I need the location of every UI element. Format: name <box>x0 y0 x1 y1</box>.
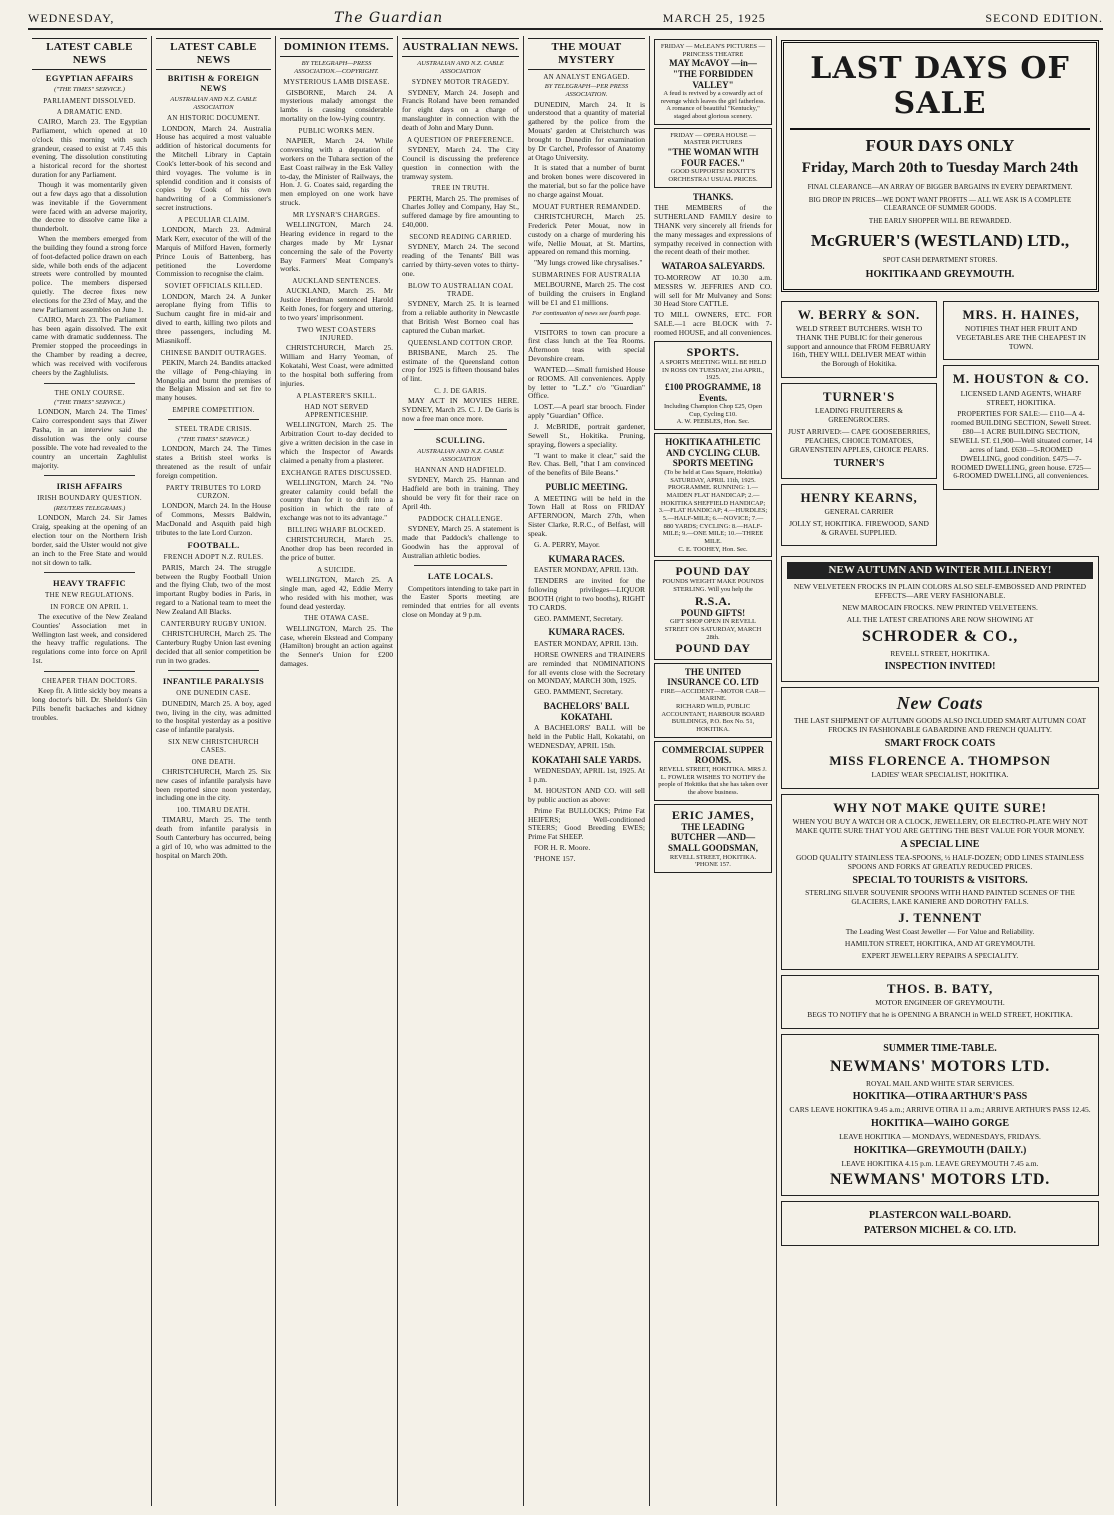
article-paragraph: PARIS, March 24. The struggle between the Rugby Football Union and the flying Club, two of the most important Rugby bodies in Paris, in regard to a National team to meet the New Zealand All Blacks. <box>156 562 271 616</box>
article-paragraph: The executive of the New Zealand Counties' Association met in Wellington last week, and considered the heavy traffic regulations. The regulations come into force on April 1st. <box>32 611 147 666</box>
ad-title: FRIDAY — McLEAN'S PICTURES — PRINCESS THEATRE <box>660 43 766 58</box>
article-paragraph: Competitors intending to take part in the Easter Sports meeting are reminded that entries for all events close on Monday at 9 p.m. <box>402 583 519 620</box>
ad-sports-ross <box>654 341 772 430</box>
service-note: BY TELEGRAPH—PRESS ASSOCIATION.—COPYRIGHT. <box>294 59 379 75</box>
article-heading: A SUICIDE. <box>317 565 356 574</box>
column-ads-entertainment <box>650 36 777 1506</box>
ad-new-coats <box>781 687 1099 789</box>
column-display-ads <box>777 36 1103 1506</box>
route-text: LEAVE HOKITIKA — MONDAYS, WEDNESDAYS, FRIDAYS. <box>839 1131 1041 1141</box>
ad-berry-and-son <box>781 301 937 379</box>
column-heading: LATEST CABLE NEWS <box>156 38 271 70</box>
notice-paragraph: EASTER MONDAY, APRIL 13th. <box>534 565 639 575</box>
ad-text: THE LAST SHIPMENT OF AUTUMN GOODS ALSO INCLUDED SMART AUTUMN COAT FROCKS IN FASHIONABLE GABARDINE AND FRENCH QUALITY. <box>793 716 1087 735</box>
ad-dates: Friday, March 20th to Tuesday March 24th <box>801 159 1079 176</box>
article-subheading: A DRAMATIC END. <box>56 107 123 116</box>
service-note: AUSTRALIAN AND N.Z. CABLE ASSOCIATION <box>417 59 504 75</box>
article-heading: TWO WEST COASTERS INJURED. <box>296 325 377 343</box>
article-heading: FRENCH ADOPT N.Z. RULES. <box>163 553 264 562</box>
article-heading: CHINESE BANDIT OUTRAGES. <box>160 348 267 357</box>
ad-text: Including Champion Chop £25, Open Cup, Cycling £10. <box>663 403 763 418</box>
ad-commercial-supper-rooms <box>654 741 772 801</box>
ad-text: A feud is revived by a cowardly act of revenge which leaves the girl fatherless. A romance of beautiful "Kentucky," staged about glorious scenery. <box>660 90 766 121</box>
article-paragraph: LONDON, March 24. In the House of Commons, Messrs Baldwin, MacDonald and Asquith paid high tributes to the late Lord Curzon. <box>156 501 271 537</box>
continuation-note: For continuation of news see fourth page. <box>532 309 641 317</box>
ad-subtitle: THE LEADING BUTCHER —AND— SMALL GOODSMAN, <box>667 821 758 853</box>
masthead-day: WEDNESDAY, <box>28 10 115 25</box>
ad-store-location: REVELL STREET, HOKITIKA. <box>890 648 990 658</box>
article-paragraph: PEKIN, March 24. Bandits attacked the village of Peng-chiaying in Mongolia and burnt the premises of the Belgian Mission and set fire to many houses. <box>156 357 271 403</box>
notice-paragraph: TENDERS are invited for the following privileges—LIQUOR BOOTH (right to two booths), RIGHT TO CARDS. <box>528 576 645 612</box>
divider <box>414 565 507 566</box>
article-heading: AN HISTORIC DOCUMENT. <box>167 114 260 123</box>
notice-heading: KUMARA RACES. <box>548 553 625 564</box>
notice-paragraph: A BACHELORS' BALL will be held in the Public Hall, Kokatahi, on WEDNESDAY, APRIL 15th. <box>528 723 645 750</box>
ad-title: NEW AUTUMN AND WINTER MILLINERY! <box>787 562 1093 579</box>
article-heading: BLOW TO AUSTRALIAN COAL TRADE. <box>407 281 514 298</box>
ad-text: WELD STREET BUTCHERS. WISH TO THANK THE PUBLIC for their generous support and announce that FROM FEBRUARY 16th, THEY WILL DELIVER MEAT within the Borough of Hokitika. <box>787 323 931 369</box>
article-heading: THE ONLY COURSE. <box>54 388 125 397</box>
article-heading: A QUESTION OF PREFERENCE. <box>406 135 515 144</box>
column-british-foreign <box>152 36 276 1506</box>
section-heading: LATE LOCALS. <box>427 571 494 582</box>
masthead <box>28 8 1103 30</box>
ad-title: PLASTERCON WALL-BOARD. <box>868 1210 1012 1222</box>
notice-paragraph: Prime Fat BULLOCKS; Prime Fat HEIFERS; Well-conditioned STEERS; Good Breeding EWES; Prime Fat SHEEP. <box>528 805 645 842</box>
article-subheading: HAD NOT SERVED APPRENTICESHIP. <box>304 402 369 420</box>
ad-houston-land-agents <box>943 365 1099 490</box>
ad-title: TURNER'S <box>833 457 885 469</box>
article-heading: MOUAT FURTHER REMANDED. <box>532 202 641 211</box>
ad-store-name: McGRUER'S (WESTLAND) LTD., <box>810 230 1070 250</box>
divider <box>168 419 259 420</box>
notice-signature: FOR H. R. Moore. <box>534 843 591 853</box>
ad-text: A SPORTS MEETING WILL BE HELD IN ROSS ON TUESDAY, 21st APRIL, 1925. <box>659 358 767 382</box>
article-paragraph: CHRISTCHURCH, March 25. Six new cases of infantile paralysis have been reported since noon yesterday, including one in the city. <box>156 766 271 803</box>
ad-tagline: EXPERT JEWELLERY REPAIRS A SPECIALITY. <box>861 951 1019 961</box>
ad-text: PROPERTIES FOR SALE:— £110—A 4-roomed BUILDING SECTION, Sewell Street. £80—1 ACRE BUILDING SECTION, SEWELL ST. £1,900—Well situated corner, 14 acres of land. £630—5-ROOMED DWELLING, good condition. £475—7-ROOMED DWELLING, green house. £725—6-ROOMED DWELLING, all conveniences. <box>949 409 1093 481</box>
article-heading: AUCKLAND SENTENCES. <box>292 277 381 286</box>
article-paragraph: MAY ACT IN MOVIES HERE. SYDNEY, March 25. C. J. De Garis is now a free man once more. <box>402 396 519 424</box>
article-heading: THE OTAWA CASE. <box>303 614 369 623</box>
article-heading: CANTERBURY RUGBY UNION. <box>160 619 267 628</box>
ad-title: NEWMANS' MOTORS LTD. <box>829 1057 1051 1075</box>
ad-text: GOOD QUALITY STAINLESS TEA-SPOONS, ½ HALF-DOZEN; ODD LINES STAINLESS SPOONS AND FORKS AT GREATLY REDUCED PRICES. <box>796 852 1084 871</box>
ad-newmans-motors <box>781 1034 1099 1196</box>
article-heading: A PECULIAR CLAIM. <box>177 215 250 224</box>
ad-text: WHEN YOU BUY A WATCH OR A CLOCK, JEWELLERY, OR ELECTRO-PLATE WHY NOT MAKE QUITE SURE THAT YOU ARE GETTING THE BEST VALUE FOR YOUR MONEY. <box>792 817 1088 836</box>
ad-store-type: LADIES' WEAR SPECIALIST, HOKITIKA. <box>871 770 1009 780</box>
article-heading: HANNAN AND HADFIELD. <box>414 466 507 475</box>
ad-title: M. HOUSTON & CO. <box>952 371 1090 387</box>
article-paragraph: DUNEDIN, March 24. It is understood that a quantity of material gathered by the police from the Mouats' garden at Christchurch was brought to Dunedin for examination by Dr Carchel, Professor of Anatomy at Otago University. <box>528 99 645 162</box>
article-paragraph: CHRISTCHURCH, March 25. The Canterbury Rugby Union last evening decided that all senior competition be run in two grades. <box>156 629 271 665</box>
article-paragraph: LONDON, March 24. The Times states a British steel works is threatened as the result of unfair foreign competition. <box>156 444 271 480</box>
article-paragraph: LONDON, March 23. Admiral Mark Kerr, executor of the will of the Marquis of Milford Haven, formerly Prince Louis of Battenberg, has petitioned the Loverdome Commission to recognise the claim. <box>156 225 271 279</box>
notice-paragraph: HORSE OWNERS and TRAINERS are reminded that NOMINATIONS for all events close with the Secretary on MONDAY, MARCH 30th, 1925. <box>528 649 645 686</box>
notice-signature: G. A. PERRY, Mayor. <box>534 539 600 549</box>
article-heading: C. J. DE GARIS. <box>434 387 487 396</box>
ad-text: BEGS TO NOTIFY that he is OPENING A BRANCH in WELD STREET, HOKITIKA. <box>807 1010 1073 1020</box>
article-paragraph: CAIRO, March 23. The Egyptian Parliament, which opened at 10 o'clock this morning with such grandeur, ceased to exist at 7.45 this evening. The dissolution constituting a historical record for the shortest duration for any Parliament. <box>32 117 147 180</box>
article-heading: MR LYSNAR'S CHARGES. <box>292 210 381 219</box>
notice-signature: GEO. PAMMENT, Secretary. <box>534 687 623 697</box>
ad-store-name: J. TENNENT <box>898 910 982 926</box>
article-heading: MYSTERIOUS LAMB DISEASE. <box>283 78 390 87</box>
ad-feature: "THE WOMAN WITH FOUR FACES." <box>667 147 759 168</box>
article-subheading: ONE DEATH. <box>191 757 236 766</box>
service-note: ("THE TIMES" SERVICE.) <box>178 435 249 443</box>
ad-prize: £100 PROGRAMME, 18 Events. <box>665 381 761 403</box>
ad-subtitle: ROYAL MAIL AND WHITE STAR SERVICES. <box>865 1078 1015 1088</box>
ad-subheadline: FOUR DAYS ONLY <box>865 135 1015 155</box>
ad-store-location: HAMILTON STREET, HOKITIKA, AND AT GREYMOUTH. <box>844 939 1036 949</box>
ad-text: (To be held at Cass Square, Hokitika) SATURDAY, APRIL 11th, 1925. <box>664 468 762 484</box>
column-heading: THE MOUAT MYSTERY <box>528 38 645 70</box>
classified-ad: WANTED.—Small furnished House or ROOMS. All conveniences. Apply by letter to "L.Z." c/o "Guardian" Office. <box>528 364 645 401</box>
ad-tagline: INSPECTION INVITED! <box>884 661 996 673</box>
article-paragraph: CHRISTCHURCH, March 25. Another drop has been recorded in the price of butter. <box>280 535 393 562</box>
ad-subtitle: A SPECIAL LINE <box>900 839 980 851</box>
article-heading: THE NEW REGULATIONS. <box>45 591 134 600</box>
route-text: LEAVE HOKITIKA 4.15 p.m. LEAVE GREYMOUTH 7.45 a.m. <box>841 1158 1039 1168</box>
ad-title: FRIDAY — OPERA HOUSE — MASTER PICTURES <box>670 131 756 147</box>
ad-store-type: SPOT CASH DEPARTMENT STORES. <box>882 255 998 264</box>
ad-store-name: PATERSON MICHEL & CO. LTD. <box>863 1225 1017 1237</box>
article-paragraph: CHRISTCHURCH, March 25. William and Harry Yeoman, of Kokatahi, West Coast, were admitted to the hospital both suffering from injuries. <box>280 343 393 388</box>
divider <box>44 475 135 476</box>
ad-title: ERIC JAMES, <box>671 807 755 822</box>
ad-title: TURNER'S <box>822 389 896 405</box>
ad-title: THOS. B. BATY, <box>886 980 994 996</box>
ad-heading: SUMMER TIME-TABLE. <box>883 1042 997 1054</box>
article-paragraph: It is stated that a number of burnt and broken bones were discovered in the material, but so far the police have no charge against Mouat. <box>528 163 645 199</box>
divider <box>44 383 135 384</box>
masthead-date: MARCH 25, 1925 <box>662 10 766 25</box>
ad-text: NEW VELVETEEN FROCKS IN PLAIN COLORS ALSO SELF-EMBOSSED AND PRINTED EFFECTS—ARE VERY FASHIONABLE. <box>793 582 1087 601</box>
ad-rsa-pound-day <box>654 560 772 659</box>
ad-text: JUST ARRIVED:— CAPE GOOSEBERRIES, PEACHES, CHOICE TOMATOES, GRAVENSTEIN APPLES, CHOICE PEARS. <box>788 427 930 454</box>
article-paragraph: When the members emerged from the building they found a strong force of foot-defacted police drawn on each side, while both ends of the adjacent streets were controlled by mounted police. The members dispersed quietly. The decree fixes new elections for the 23rd of May, and the new Parliament assembles on June 1. <box>32 234 147 314</box>
ad-org: R.S.A. <box>694 593 731 608</box>
ad-title: W. BERRY & SON. <box>797 306 921 322</box>
route-text: CARS LEAVE HOKITIKA 9.45 a.m.; ARRIVE OTIRA 11 a.m.; ARRIVE ARTHUR'S PASS 12.45. <box>789 1105 1091 1115</box>
newspaper-columns <box>28 36 1103 1506</box>
article-heading: PARTY TRIBUTES TO LORD CURZON. <box>166 483 261 500</box>
article-paragraph: CHRISTCHURCH, March 25. Frederick Peter Mouat, now in custody on a charge of murdering his wife, Nellie Mouat, at St. Martins, appeared on remand this morning. <box>528 212 645 257</box>
ad-text: JOLLY ST, HOKITIKA. FIREWOOD, SAND & GRAVEL SUPPLIED. <box>789 518 929 537</box>
article-heading: PARLIAMENT DISSOLVED. <box>43 96 136 105</box>
ad-united-insurance <box>654 663 772 738</box>
ad-thos-baty <box>781 975 1099 1029</box>
article-paragraph: LONDON, March 24. Australia House has acquired a most valuable addition of historical documents for the Mitchell Library in Captain Cook's letter-book of his second and third voyages. The volume is in splendid condition and it consists of copies by Cook of his own handwriting of a Commissioner's secret instructions. <box>156 123 271 213</box>
ad-title: HOKITIKA ATHLETIC AND CYCLING CLUB. <box>665 437 761 458</box>
article-paragraph: TIMARU, March 25. The tenth death from infantile paralysis in South Canterbury has occurred, being a girl of 10, who was admitted to the hospital on March 20th. <box>156 815 271 860</box>
article-heading: ONE DUNEDIN CASE. <box>176 689 251 698</box>
ad-text: BIG DROP IN PRICES—WE DON'T WANT PROFITS — ALL WE ASK IS A COMPLETE CLEARANCE OF SUMMER GOODS. <box>808 195 1072 213</box>
article-paragraph: WELLINGTON, March 25. The case, wherein Ekstead and Company (Hamilton) brought an action against the Senner's Union for £200 damages. <box>280 623 393 669</box>
article-paragraph: Though it was momentarily given out a few days ago that a dissolution was inevitable if the Government were faced with an adverse majority, the decree to dissolve came like a thunderbolt. <box>32 180 147 234</box>
ad-text: POUNDS WEIGHT MAKE POUNDS STERLING. Will you help the <box>662 578 764 593</box>
ad-subtitle: FIRE—ACCIDENT—MOTOR CAR—MARINE. <box>660 687 766 703</box>
article-heading: TREE IN TRUTH. <box>431 184 490 193</box>
ad-text: FINAL CLEARANCE—AN ARRAY OF BIGGER BARGAINS IN EVERY DEPARTMENT. <box>807 182 1073 191</box>
notice-heading: KOKATAHI SALE YARDS. <box>531 754 642 765</box>
article-heading: IRISH BOUNDARY QUESTION. <box>37 494 142 503</box>
ad-mrs-haines <box>943 301 1099 361</box>
article-heading: SIX NEW CHRISTCHURCH CASES. <box>168 738 259 755</box>
notice-paragraph: TO MILL OWNERS, ETC. FOR SALE.—1 acre BLOCK with 7-roomed HOUSE, and all conveniences. <box>654 310 772 337</box>
column-heading: LATEST CABLE NEWS <box>32 38 147 70</box>
masthead-edition: SECOND EDITION. <box>985 10 1103 25</box>
ad-tennent-jeweller <box>781 794 1099 970</box>
article-heading: CHEAPER THAN DOCTORS. <box>41 676 138 685</box>
column-heading: AUSTRALIAN NEWS. <box>402 38 519 57</box>
ad-title: SPORTS. <box>686 344 740 359</box>
article-paragraph: PERTH, March 25. The premises of Charles Jolley and Company, Hay St., suffered damage by fire amounting to £40,000. <box>402 193 519 230</box>
ad-hokitika-athletic <box>654 433 772 557</box>
article-paragraph: AUCKLAND, March 25. Mr Justice Herdman sentenced Harold Keith Jones, for forgery and uttering, to two years' imprisonment. <box>280 286 393 322</box>
ad-signature: A. W. PEEBLES, Hon. Sec. <box>676 418 750 426</box>
ad-phone: 'PHONE 157. <box>695 861 731 869</box>
ad-henry-kearns <box>781 484 937 547</box>
classified-ad: "I want to make it clear," said the Rev. Chas. Bell, "that I am convinced of the benefits of Bile Beans." <box>528 450 645 478</box>
article-heading: A PLASTERER'S SKILL. <box>296 391 377 400</box>
notice-signature: GEO. PAMMENT, Secretary. <box>534 613 623 623</box>
ad-subtitle: SPECIAL TO TOURISTS & VISITORS. <box>852 874 1028 886</box>
section-heading: INFANTILE PARALYSIS <box>162 676 265 687</box>
ad-text: STERLING SILVER SOUVENIR SPOONS WITH HAND PAINTED SCENES OF THE GLACIERS, LAKE KANIERE AND DOROTHY FALLS. <box>805 888 1075 907</box>
column-australian-news <box>398 36 524 1506</box>
masthead-paper-name: The Guardian <box>333 9 444 26</box>
ad-last-days-of-sale <box>781 40 1099 292</box>
service-note: ("THE TIMES" SERVICE.) <box>54 85 125 93</box>
classified-ad: LOST.—A pearl star brooch. Finder apply "Guardian" Office. <box>528 402 645 421</box>
article-paragraph: SYDNEY, March 25. Hannan and Hadfield are both in training. They should be very fit for their race on April 4th. <box>402 475 519 512</box>
divider <box>44 572 135 573</box>
article-heading: STEEL TRADE CRISIS. <box>175 425 252 434</box>
notice-paragraph: A MEETING will be held in the Town Hall at Ross on FRIDAY AFTERNOON, March 27th, when Sister Clarke, R.R.C., of Belfast, will speak. <box>528 493 645 539</box>
service-note: ("THE TIMES" SERVICE.) <box>54 398 125 406</box>
classified-ad: J. McBRIDE, portrait gardener, Sewell St., Hokitika. Pruning, spraying, flowers a speciality. <box>528 421 645 449</box>
ad-text: REVELL STREET, HOKITIKA. MRS J. L. FOWLER WISHES TO NOTIFY the people of Hokitika that she has taken over the above business. <box>658 765 768 796</box>
ad-autumn-millinery <box>781 556 1099 682</box>
article-heading: EMPIRE COMPETITION. <box>172 406 255 415</box>
article-paragraph: SYDNEY, March 24. The City Council is discussing the preference question in connection with the tramway system. <box>402 145 519 181</box>
ad-text: GIFT SHOP OPEN IN REVELL STREET ON SATURDAY, MARCH 28th. <box>664 618 762 641</box>
ad-text: THE EARLY SHOPPER WILL BE REWARDED. <box>868 217 1012 226</box>
notice-heading: BACHELORS' BALL KOKATAHI. <box>543 701 630 722</box>
article-paragraph: SYDNEY, March 25. A statement is made that Paddock's challenge to Goodwin has the approval of Australian athletic bodies. <box>402 524 519 560</box>
section-heading: BRITISH & FOREIGN NEWS <box>167 72 260 93</box>
divider <box>168 670 259 671</box>
article-paragraph: NAPIER, March 24. While conversing with a deputation of workers on the Tuhara section of the East Coast railway in the Esk Valley to-day, the Minister of Railways, the Hon. J. G. Coates said, regarding the men employed on one work have struck. <box>280 136 393 208</box>
ad-text: ALL THE LATEST CREATIONS ARE NOW SHOWING AT <box>846 614 1034 624</box>
article-paragraph: DUNEDIN, March 25. A boy, aged two, living in the city, was admitted to the hospital yesterday as a positive case of infantile paralysis. <box>156 698 271 735</box>
ad-eric-james <box>654 804 772 873</box>
article-paragraph: WELLINGTON, March 24. "No greater calamity could befall the country than for it to drift into a position in which the rate of exchange was not to its advantage." <box>280 477 393 523</box>
divider <box>540 323 633 324</box>
article-paragraph: LONDON, March 24. Sir James Craig, speaking at the opening of an election tour on the Northern Irish border, said the Ulster would not give an inch to the Free State and would not sit down to talk. <box>32 513 147 567</box>
ad-feature: MAY McAVOY —in— "THE FORBIDDEN VALLEY" <box>669 58 757 90</box>
article-paragraph: WELLINGTON, March 25. The Arbitration Court to-day decided to give a written decision in the case in which the Inspector of Awards claimed a penalty from a plasterer. <box>280 420 393 465</box>
section-heading: EGYPTIAN AFFAIRS <box>45 72 134 83</box>
ad-text: RICHARD WILD, PUBLIC ACCOUNTANT, HARBOUR BOARD BUILDINGS, P.O. Box No. 51, HOKITIKA. <box>661 703 765 734</box>
route-heading: HOKITIKA—GREYMOUTH (DAILY.) <box>853 1144 1027 1156</box>
article-heading: SOVIET OFFICIALS KILLED. <box>164 282 263 291</box>
ad-text: NEW MAROCAIN FROCKS. NEW PRINTED VELVETEENS. <box>842 603 1038 613</box>
ad-subtitle: SPORTS MEETING <box>672 458 754 469</box>
service-note: AUSTRALIAN AND N.Z. CABLE ASSOCIATION <box>417 447 504 463</box>
article-heading: AN ANALYST ENGAGED. <box>543 72 630 81</box>
article-heading: BILLING WHARF BLOCKED. <box>287 526 386 534</box>
section-heading: FOOTBALL. <box>187 540 240 551</box>
article-paragraph: LONDON, March 24. The Times' Cairo correspondent says that Ziwer Pasha, in an interview said the dissolution was the only course possible. The vote had revealed to the country an uncertain Zaghlulist majority. <box>32 407 147 470</box>
ad-subtitle: LEADING FRUITERERS & GREENGROCERS. <box>815 406 903 425</box>
article-heading: EXCHANGE RATES DISCUSSED. <box>281 468 392 477</box>
article-subheading: IN FORCE ON APRIL 1. <box>50 602 129 611</box>
article-paragraph: GISBORNE, March 24. A mysterious malady amongst the lambs is causing considerable mortality on the low-lying country. <box>280 87 393 124</box>
notice-paragraph: TO-MORROW AT 10.30 a.m. MESSRS W. JEFFRIES AND CO. will sell for Mr Mulvaney and Sons: 30 Head Store CATTLE. <box>654 272 772 309</box>
ad-title: WHY NOT MAKE QUITE SURE! <box>833 800 1047 816</box>
article-paragraph: MELBOURNE, March 25. The cost of building the cruisers in England will be £1 and £1 millions. <box>528 280 645 308</box>
ad-subtitle: GENERAL CARRIER <box>824 506 894 516</box>
ad-title: COMMERCIAL SUPPER ROOMS. <box>661 744 765 766</box>
article-heading: QUEENSLAND COTTON CROP. <box>408 338 513 347</box>
article-paragraph: SYDNEY, March 24. Joseph and Francis Roland have been remanded for eight days on a charge of manslaughter in connection with the death of John and Mary Dunn. <box>402 87 519 132</box>
ad-headline: LAST DAYS OF SALE <box>790 51 1090 130</box>
article-paragraph: Keep fit. A little sickly boy means a long doctor's bill. Dr. Sheldon's Gin Pills benefit backaches and kidney troubles. <box>32 686 147 722</box>
column-heading: DOMINION ITEMS. <box>280 38 393 57</box>
ad-turners <box>781 383 937 478</box>
article-paragraph: LONDON, March 24. A Junker aeroplane flying from Tiflis to Suchum caught fire in mid-air and dived to earth, killing two pilots and three passengers, including M. Miasnikoff. <box>156 291 271 345</box>
ad-text: REVELL STREET, HOKITIKA. <box>669 853 757 861</box>
article-paragraph: SYDNEY, March 24. The second reading of the Tenants' Bill was carried by thirty-seven votes to thirty-one. <box>402 242 519 278</box>
article-paragraph: WELLINGTON, March 24. Hearing evidence in regard to the charges made by Mr Lysnar concerning the sale of the Poverty Bay Farmers' Meat Company's works. <box>280 220 393 274</box>
ad-feature: POUND GIFTS! <box>680 607 746 618</box>
ad-title: POUND DAY <box>675 641 751 656</box>
route-heading: HOKITIKA—OTIRA ARTHUR'S PASS <box>852 1091 1028 1103</box>
column-dominion-items <box>276 36 398 1506</box>
divider <box>44 671 135 672</box>
ad-title: NEWMANS' MOTORS LTD. <box>829 1171 1051 1189</box>
ad-store-name: SCHRODER & CO., <box>861 627 1018 645</box>
notice-paragraph: M. HOUSTON AND CO. will sell by public auction as above: <box>528 786 645 804</box>
ad-feature: SMART FROCK COATS <box>884 738 996 750</box>
ad-subtitle: LICENSED LAND AGENTS, WHARF STREET, HOKITIKA. <box>960 388 1082 407</box>
ad-title: HENRY KEARNS, <box>800 489 918 505</box>
notice-heading: KUMARA RACES. <box>548 627 625 638</box>
divider <box>414 429 507 430</box>
section-heading: SCULLING. <box>435 434 486 445</box>
article-paragraph: CAIRO, March 23. The Parliament has been again dissolved. The exit came with dramatic suddenness. The Premier stopped the proceedings in the Chamber by reading a decree, which was received with vociferous cheers by the Zaghlulists. <box>32 314 147 377</box>
article-heading: PADDOCK CHALLENGE. <box>418 514 503 523</box>
notice-phone: 'PHONE 157. <box>534 854 576 863</box>
ad-signature: C. E. TOOHEY, Hon. Sec. <box>678 545 748 553</box>
service-note: AUSTRALIAN AND N.Z. CABLE ASSOCIATION <box>170 95 257 111</box>
ad-programme: PROGRAMME. RUNNING: 1.—MAIDEN FLAT HANDICAP; 2.—HOKITIKA SHEFFIELD HANDICAP; 3.—FLAT HANDICAP; 4.—HURDLES; 5.—HALF-MILE; 6.—NOVICE; 7.—880 YARDS; CYCLING: 8.—HALF-MILE; 9.—ONE MILE; 10.—THREE MILE. <box>658 484 768 545</box>
ad-store-type: The Leading West Coast Jeweller — For Value and Reliability. <box>845 927 1035 937</box>
article-heading: SECOND READING CARRIED. <box>409 233 512 241</box>
column-latest-cable-egypt <box>28 36 152 1506</box>
article-heading: 100. TIMARU DEATH. <box>176 806 251 815</box>
classified-ad: VISITORS to town can procure a first class lunch at the Tea Rooms. Afternoon teas with special Devonshire cream. <box>528 327 645 364</box>
ad-text: GOOD SUPPORTS! BOXITT'S ORCHESTRA! USUAL PRICES. <box>668 168 758 183</box>
notice-paragraph: THE MEMBERS of the SUTHERLAND FAMILY desire to THANK very sincerely all friends for the many messages and expressions of sympathy received in connection with the recent death of their mother. <box>654 203 772 257</box>
ad-mcleans-pictures <box>654 39 772 125</box>
ad-title: New Coats <box>896 693 984 714</box>
ad-subtitle: MOTOR ENGINEER OF GREYMOUTH. <box>875 998 1005 1008</box>
notice-heading: WATAROA SALEYARDS. <box>661 261 765 272</box>
notice-paragraph: WEDNESDAY, APRIL 1st, 1925. At 1 p.m. <box>528 766 645 785</box>
article-paragraph: BRISBANE, March 25. The estimate of the Queensland cotton crop for 1925 is fifteen thousand bales of lint. <box>402 347 519 384</box>
article-heading: SUBMARINES FOR AUSTRALIA <box>532 271 641 280</box>
notice-heading: PUBLIC MEETING. <box>545 482 628 493</box>
ad-title: THE UNITED INSURANCE CO. LTD <box>667 666 759 688</box>
ad-opera-house <box>654 128 772 188</box>
notice-heading: THANKS. <box>692 191 734 202</box>
ad-title: MRS. H. HAINES, <box>962 306 1080 322</box>
article-heading: PUBLIC WORKS MEN. <box>298 126 375 135</box>
route-heading: HOKITIKA—WAIHO GORGE <box>870 1118 1010 1130</box>
service-note: (REUTERS TELEGRAMS.) <box>53 504 126 512</box>
section-heading: HEAVY TRAFFIC <box>53 578 126 589</box>
ad-plastercon <box>781 1201 1099 1246</box>
article-paragraph: SYDNEY, March 25. It is learned from a reliable authority in Newcastle that British West Borneo coal has captured the Cuban market. <box>402 299 519 335</box>
ad-store-location: HOKITIKA AND GREYMOUTH. <box>865 268 1015 280</box>
section-heading: IRISH AFFAIRS <box>56 481 123 492</box>
ad-title: POUND DAY <box>675 564 751 579</box>
article-heading: SYDNEY MOTOR TRAGEDY. <box>411 78 510 87</box>
service-note: BY TELEGRAPH—PER PRESS ASSOCIATION. <box>544 83 629 98</box>
column-mouat-mystery <box>524 36 650 1506</box>
article-paragraph: "My lungs crowed like chrysalises." <box>534 258 643 268</box>
notice-paragraph: EASTER MONDAY, APRIL 13th. <box>534 638 639 648</box>
ad-store-name: MISS FLORENCE A. THOMPSON <box>829 752 1051 768</box>
article-paragraph: WELLINGTON, March 25. A single man, aged 42, Eddie Merry who resided with his mother, was found dead yesterday. <box>280 575 393 611</box>
ad-text: NOTIFIES THAT HER FRUIT AND VEGETABLES ARE THE CHEAPEST IN TOWN. <box>956 323 1086 351</box>
